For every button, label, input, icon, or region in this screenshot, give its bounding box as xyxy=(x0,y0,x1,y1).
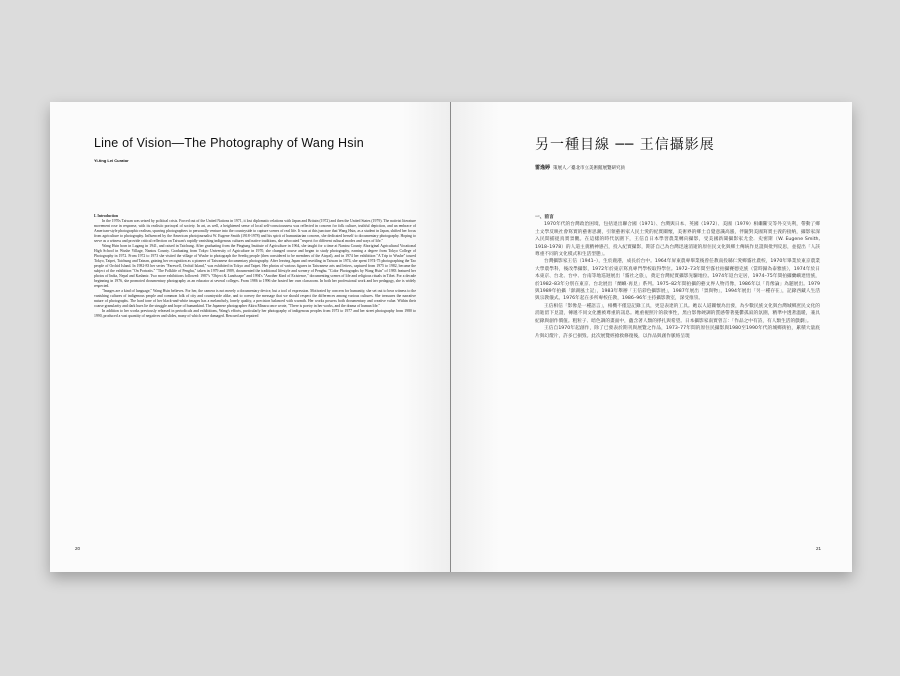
book-spread xyxy=(50,102,852,572)
paragraph: 1970年代的台灣政治困境，包括退出聯合國（1971）、台灣與日本、英國（1972）、美國（1979）相繼斷交等外交失利，帶動了鄉土文學反映社會寫實的藝術思潮，引領藝術家人民土愛的紀實關懷，美術界的鄉土自覺意識高漲，伴隨對美國寫實主義的接納，攝影家深入民間捕捉真實景觀。在這樣的時代氛圍下，王信自日本學習農業轉向攝影，受美國新聞攝影家尤金．史密斯（W. Eugene Smith, 1918–1978）的人道主義精神感召，投入紀實攝影，期許自己為台灣迅速消逝的原住民文化與鄉土傳統作見證與批判反思，並提出「人該尊重不同的文化模式和生活型態」。 xyxy=(535,222,820,258)
paragraph: "Images are a kind of language," Wang Hsin believes. For her, the camera is not merely a documentary device, but a tool of expression. Motivated by concern for humanity, she set out to bear witness to the vanishing cultures of indigenous people and common folk of city and countryside alike, and to convey the message that we should respect the differences among various cultures. She treasures the narrative nature of photographs. The hard tone of her black-and-white images has a melancholy, lonely quality, a precision balanced with warmth. Her works possess both documentary and creative value. Within their coarse granularity and dark hues lie the struggle and hope of humankind. The Japanese photographer Akira Minaru once wrote, "There is poetry in her works, and the drama of human life." xyxy=(94,289,416,308)
chinese-title: 另一種目線 ── 王信攝影展 xyxy=(535,137,715,153)
page-number: 21 xyxy=(816,546,822,551)
chinese-body xyxy=(535,214,820,534)
paragraph: Wang Hsin born in Lugang in 1941, and raised in Taichung. After graduating from the Pingtung Institute of Agriculture in 1964, she taught for a time at Nantou County Aboriginal Agricultural Vocational High School in Wushe Village, Nantou County. Graduating from Tokyo University of Agriculture in 1970, she changed course and began to study photography, earning a degree from Tokyo College of Photography in 1972. From 1972 to 1973 she visited the village of Wushe to photograph the Seediq people (then considered to be members of the Atayal), and in 1974 her exhibition "A Trip to Wushe" toured Tokyo, Taipei, Taichung and Tainan, gaining her recognition as a pioneer of Taiwanese documentary photography. After leaving Japan and resettling in Taiwan in 1974, she spent 1974-75 photographing the Tao people of Orchid Island. In 1982-83 her series "Farewell, Orchid Island," was exhibited in Tokyo and Taipei. Her photos of various figures in Taiwanese arts and letters, captured from 1975 to 1982, became the subject of the exhibition "On Portraits." "The Folklife of Penghu," taken in 1979 and 1989, documented the traditional lifestyle and scenery of Penghu. "Color Photographs by Wang Hsin" of 1983 featured her photos of India, Nepal and Kashmir. Two more exhibitions followed: 1987's "Object & Landscape" and 1994's "Another Kind of Existence," documenting scenes of life and religious rituals in Tibet. For a decade beginning in 1976, she promoted documentary photography as an educator at several colleges. From 1986 to 1996 she hosted her own classroom. In both her professional work and her pedagogy, she is widely respected. xyxy=(94,244,416,288)
paragraph: 王信自1970年起創作，除了已發表於期刊與展覽之作品，1973–77年間的原住民攝影與1980至1990年代的城鄉街拍，累積大量底片與幻燈片，許多已損毀。此次展覽經搶救修復後，以作品與創作脈絡呈現 xyxy=(535,326,820,339)
author-role: 策展人／臺北市立美術館展覽研究員 xyxy=(553,166,626,171)
paragraph: 王信相信「影像是一種語言」，相機不僅是記錄工具，更是表達的工具。她以人道關懷為出發，為少數民族文化與台灣城鄉庶民文化的消逝留下見證，傳遞不同文化應被尊重的訊息。她重視照片的敘事性，黑白影像硬調的質感帶著憂鬱孤寂的氛圍，精準中透著溫暖，兼具紀錄與創作價值。粗粒子、暗色調的畫面中，蘊含著人類的掙扎與希望。日本攝影家南實曾言：「作品之中有詩，有人類生活的戲劇」。 xyxy=(535,303,820,324)
paragraph: In the 1970s Taiwan was seized by political crisis. Forced out of the United Nations in 1971, it lost diplomatic relations with Japan and Britain (1972) and then the United States (1979). The nativist literature movement rose in response, with its realistic portrayal of society. In art, as well, a heightened sense of local self-consciousness was reflected in concern for folk culture, truthful depiction, and an embrace of American-style photographic realism, spurring photographers to personally venture into the countryside to capture scenes of real life. It was at this juncture that Wang Hsin, as a student in Japan, shifted her focus from agriculture to photography. Influenced by the American photojournalist W. Eugene Smith (1918-1978) and his spirit of humanitarian concern, she dedicated herself to documentary photography. Hoping to serve as a witness and provide critical reflection on Taiwan's rapidly vanishing indigenous cultures and native traditions, she advocated "respect for different cultural modes and ways of life." xyxy=(94,219,416,243)
chinese-author xyxy=(535,164,625,171)
english-title: Line of Vision—The Photography of Wang Hsin xyxy=(94,136,364,150)
section-heading: 一、前言 xyxy=(535,215,554,220)
paragraph: 台灣攝影家王信（1941–），生於鹿港，成長於台中。1964年屏東農專畢業後曾任教南投縣仁愛鄉霧社農校，1970年畢業於東京農業大學農學科，後改學攝影，1972年於東京寫真專門學校取得學位。1972–73年間至霧社拍攝賽德克族（當時歸為泰雅族），1974年於日本東京、台北、台中、台南等地巡迴展出「霧社之旅」，奠定台灣紀實攝影先驅地位。1974年返台定居，1974–75年間拍攝蘭嶼達悟族，於1982–83年分別在東京、台北展出「蘭嶼‧再見」系列。1975–82年間拍攝的藝文界人物肖像，1986年以「肖像論」為題展出。1979與1989年拍攝「澎湖風土記」，1983年舉辦「王信彩色攝影展」，1987年展出「景與物」，1994年展出「另一種存在」，記錄西藏人生活與宗教儀式。1976年起在多所專校任教，1986–96年主持攝影教室，深受推崇。 xyxy=(535,259,820,302)
english-body xyxy=(94,214,416,532)
english-author: Yi-ting Lei Curator xyxy=(94,158,129,163)
page-number: 20 xyxy=(75,546,81,551)
author-name: 雷逸婷 xyxy=(535,165,551,171)
right-page xyxy=(451,102,852,572)
left-page xyxy=(50,102,451,572)
paragraph: In addition to her works previously released in periodicals and exhibitions, Wang's efforts, particularly her photography of indigenous peoples from 1973 to 1977 and her street photography from 1980 to 1990, produced a vast quantity of negatives and slides, many of which were damaged. Rescued and repaired xyxy=(94,309,416,318)
section-heading: I. Introduction xyxy=(94,214,118,218)
